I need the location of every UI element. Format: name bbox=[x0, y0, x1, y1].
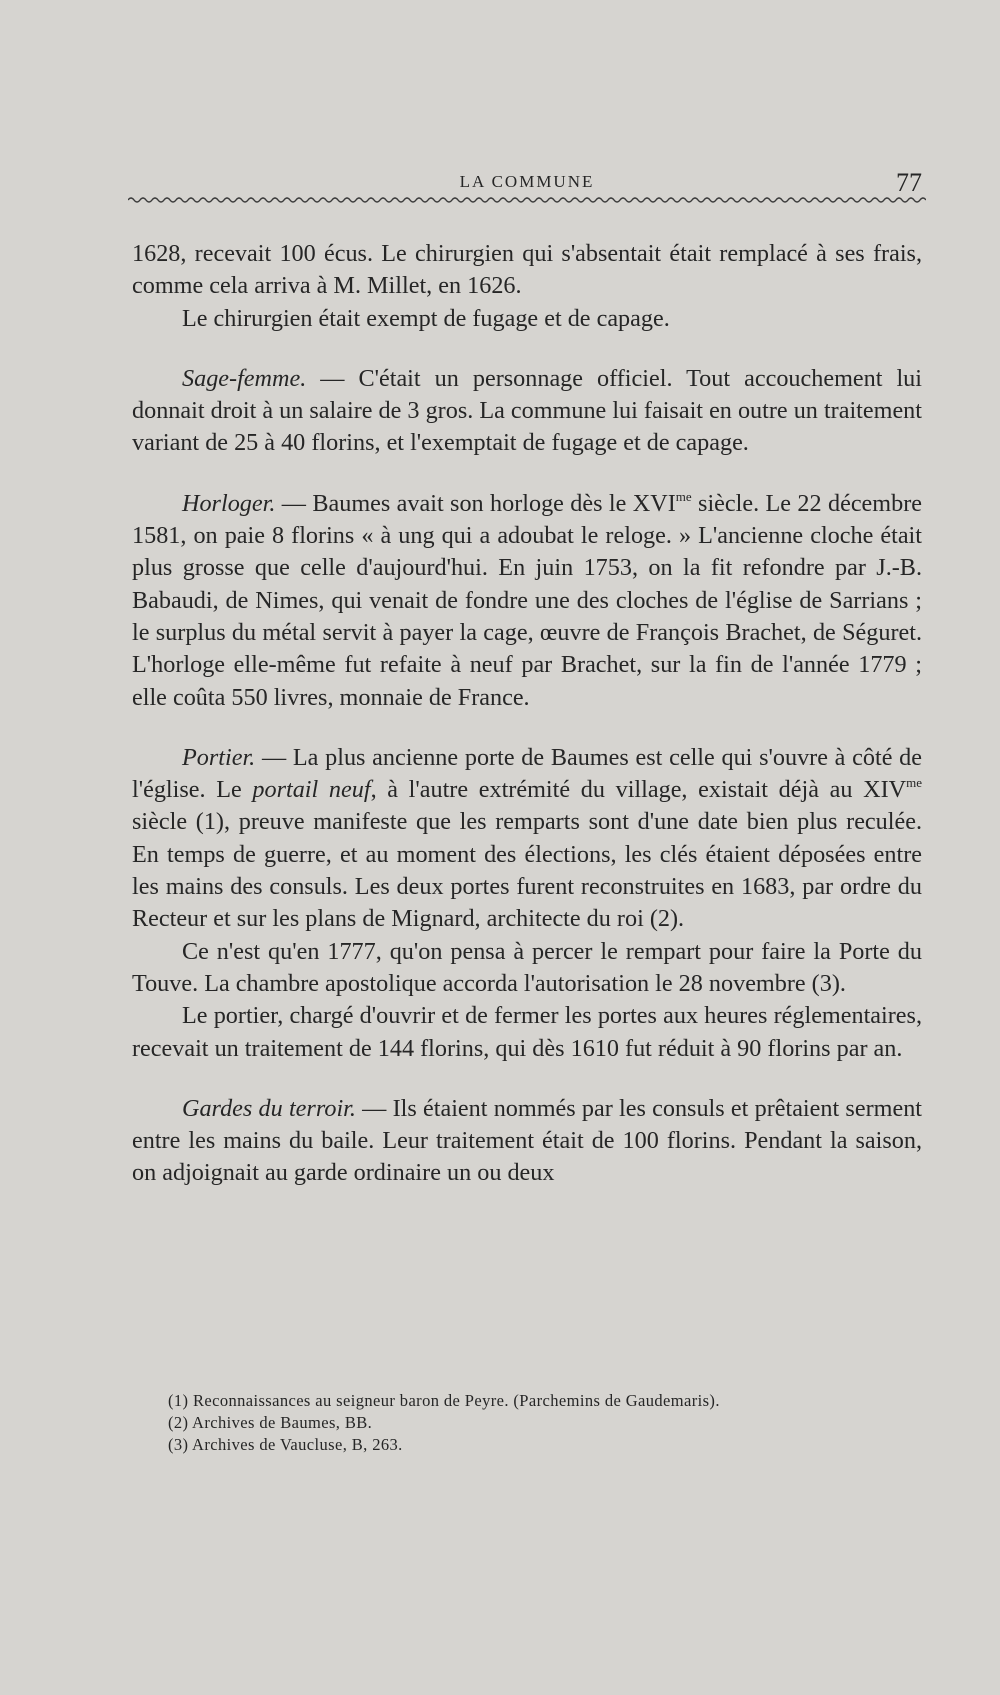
paragraph-text: — Ils étaient nommés par les consuls et prêtaient serment entre les mains du baile. Leur traitement était de 100 florins. Pendant la saison, on adjoignait au garde ordinaire un ou deux bbox=[132, 1094, 923, 1187]
page-number: 77 bbox=[896, 168, 922, 197]
paragraph: 1628, recevait 100 écus. Le chirurgien qui s'absentait était remplacé à ses frais, comme cela arriva à M. Millet, en 1626. bbox=[132, 240, 922, 300]
footnotes bbox=[168, 1390, 928, 1456]
superscript: me bbox=[675, 488, 692, 504]
body-text bbox=[132, 238, 922, 1190]
paragraph-sage-femme bbox=[132, 363, 922, 460]
italic-term: portail neuf bbox=[252, 776, 371, 804]
section-heading: Sage-femme. bbox=[182, 364, 307, 392]
section-heading: Portier. bbox=[182, 743, 256, 771]
section-heading: Horloger. bbox=[182, 489, 276, 517]
paragraph-horloger bbox=[132, 488, 922, 714]
paragraph-text: siècle. Le 22 décembre 1581, on paie 8 florins « à ung qui a adoubat le reloge. » L'ancienne cloche était plus grosse que celle d'aujourd'hui. En juin 1753, on la fit refondre par J.-B. Babaudi, de Nimes, qui venait de fondre une des cloches de l'église de Sarrians ; le surplus du métal servit à payer la cage, œuvre de François Brachet, de Séguret. L'horloge elle-même fut refaite à neuf par Brachet, sur la fin de l'année 1779 ; elle coûta 550 livres, monnaie de France. bbox=[132, 489, 922, 711]
wavy-rule bbox=[128, 196, 926, 204]
paragraph: Le portier, chargé d'ouvrir et de fermer les portes aux heures réglementaires, recevait un traitement de 144 florins, qui dès 1610 fut réduit à 90 florins par an. bbox=[132, 1002, 922, 1062]
running-head bbox=[132, 168, 922, 196]
running-title: LA COMMUNE bbox=[459, 172, 595, 191]
footnote: (1) Reconnaissances au seigneur baron de Peyre. (Parchemins de Gaudemaris). bbox=[168, 1391, 720, 1410]
paragraph-text: , à l'autre extrémité du village, existait déjà au XIV bbox=[370, 776, 907, 804]
paragraph-text: — Baumes avait son horloge dès le XVI bbox=[275, 489, 676, 517]
paragraph: Ce n'est qu'en 1777, qu'on pensa à percer le rempart pour faire la Porte du Touve. La chambre apostolique accorda l'autorisation le 28 novembre (3). bbox=[132, 937, 922, 997]
paragraph-text: — La plus ancienne porte de Baumes est celle qui s'ouvre à côté de l'église. Le bbox=[132, 743, 922, 804]
footnote: (2) Archives de Baumes, BB. bbox=[168, 1413, 373, 1432]
footnote: (3) Archives de Vaucluse, B, 263. bbox=[168, 1435, 403, 1454]
paragraph: Le chirurgien était exempt de fugage et de capage. bbox=[182, 304, 670, 332]
paragraph-gardes bbox=[132, 1093, 922, 1190]
section-heading: Gardes du terroir. bbox=[182, 1094, 356, 1122]
paragraph-portier bbox=[132, 742, 922, 936]
superscript: me bbox=[906, 775, 922, 791]
paragraph-text: — C'était un personnage officiel. Tout accouchement lui donnait droit à un salaire de 3 gros. La commune lui faisait en outre un traitement variant de 25 à 40 florins, et l'exemptait de fugage et de capage. bbox=[132, 364, 922, 457]
paragraph-text: siècle (1), preuve manifeste que les remparts sont d'une date bien plus reculée. En temps de guerre, et au moment des élections, les clés étaient déposées entre les mains des consuls. Les deux portes furent reconstruites en 1683, par ordre du Recteur et sur les plans de Mignard, architecte du roi (2). bbox=[132, 808, 922, 933]
